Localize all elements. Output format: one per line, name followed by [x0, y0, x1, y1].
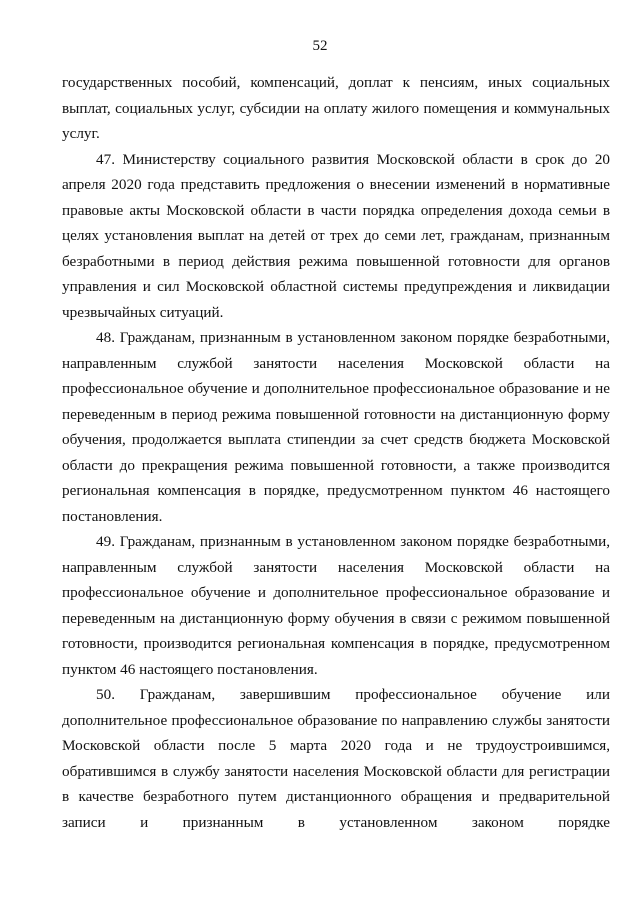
paragraph-50: 50. Гражданам, завершившим профессиональное обучение или дополнительное профессиональное образование по направлению службы занятости Московской области после 5 марта 2020 года и не трудоустроившимся, обратившимся в службу занятости населения Московской области для регистрации в качестве безработного путем дистанционного обращения и предварительной записи и признанным в установленном законом порядке [62, 686, 610, 831]
paragraph-49: 49. Гражданам, признанным в установленном законом порядке безработными, направленным службой занятости населения Московской области на профессиональное обучение и дополнительное профессиональное образование и переведенным на дистанционную форму обучения в связи с режимом повышенной готовности, производится региональная компенсация в порядке, предусмотренном пунктом 46 настоящего постановления. [62, 533, 610, 678]
page-number: 52 [312, 38, 328, 54]
document-body [62, 70, 610, 835]
paragraph-48: 48. Гражданам, признанным в установленном законом порядке безработными, направленным службой занятости населения Московской области на профессиональное обучение и дополнительное профессиональное образование и не переведенным в период режима повышенной готовности на дистанционную форму обучения, продолжается выплата стипендии за счет средств бюджета Московской области до прекращения режима повышенной готовности, а также производится региональная компенсация в порядке, предусмотренном пунктом 46 настоящего постановления. [62, 329, 610, 525]
paragraph-continuation: государственных пособий, компенсаций, доплат к пенсиям, иных социальных выплат, социальных услуг, субсидии на оплату жилого помещения и коммунальных услуг. [62, 74, 610, 142]
paragraph-47: 47. Министерству социального развития Московской области в срок до 20 апреля 2020 года представить предложения о внесении изменений в нормативные правовые акты Московской области в части порядка определения дохода семьи в целях установления выплат на детей от трех до семи лет, гражданам, признанным безработными в период действия режима повышенной готовности для органов управления и сил Московской областной системы предупреждения и ликвидации чрезвычайных ситуаций. [62, 150, 610, 321]
